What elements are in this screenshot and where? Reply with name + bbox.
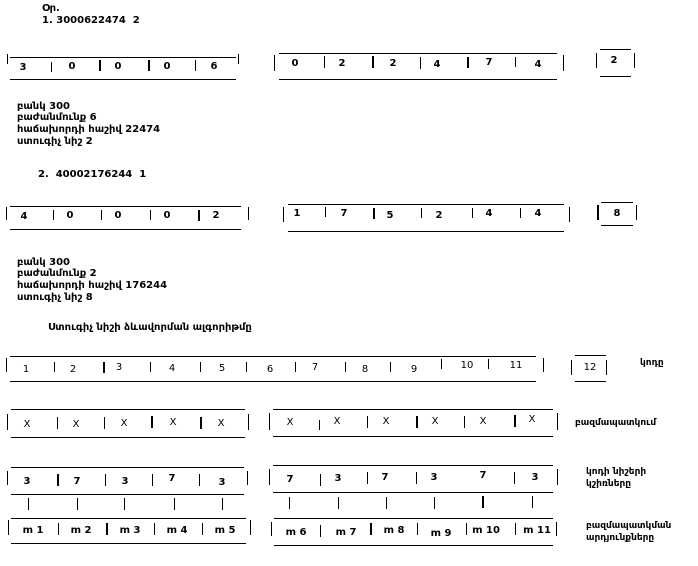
- result-cell: m 6: [285, 527, 307, 538]
- digit-cell: 0: [68, 61, 76, 72]
- example-1-note: ստուգիչ նիշ 2: [17, 136, 93, 147]
- example-2-note: ստուգիչ նիշ 8: [17, 292, 93, 303]
- digit-cell: 4: [485, 208, 493, 219]
- weight-cell: 3: [121, 476, 129, 487]
- weight-cell: 3: [218, 477, 226, 488]
- digit-cell: 7: [340, 208, 348, 219]
- digit-cell: 4: [534, 208, 542, 219]
- result-cell: m 7: [335, 527, 357, 538]
- code-position: 5: [218, 363, 226, 374]
- weight-cell: 3: [430, 472, 438, 483]
- results-label: արդյունքները: [586, 533, 655, 543]
- result-cell: m 5: [214, 525, 236, 536]
- weight-cell: 7: [73, 476, 81, 487]
- algorithm-title: Ստուգիչ նիշի ձևավորման ալգորիթմը: [48, 322, 252, 333]
- example-2-note: հաճախորդի հաշիվ 176244: [17, 280, 168, 291]
- code-position: 7: [311, 362, 319, 373]
- result-cell: m 3: [119, 525, 141, 536]
- example-1-note: բանկ 300: [17, 101, 71, 112]
- check-digit-cell: 8: [613, 208, 621, 219]
- multiply-sign: X: [120, 418, 128, 429]
- weight-cell: 3: [23, 476, 31, 487]
- digit-cell: 0: [163, 61, 171, 72]
- digit-cell: 0: [114, 61, 122, 72]
- code-position: 4: [168, 363, 176, 374]
- weight-cell: 7: [168, 473, 176, 484]
- digit-cell: 5: [386, 210, 394, 221]
- weights-label: կոդի նիշերի: [586, 467, 647, 477]
- code-position: 12: [583, 362, 597, 373]
- result-cell: m 2: [70, 525, 92, 536]
- code-position: 11: [509, 360, 523, 371]
- result-cell: m 11: [523, 525, 551, 536]
- code-position: 8: [361, 364, 369, 375]
- multiply-sign: X: [333, 416, 341, 427]
- digit-cell: 4: [534, 59, 542, 70]
- digit-cell: 4: [433, 59, 441, 70]
- code-position: 2: [69, 364, 77, 375]
- multiply-sign: X: [528, 414, 536, 425]
- digit-cell: 0: [66, 210, 74, 221]
- code-position: 3: [115, 362, 123, 373]
- results-label: բազմապատկման: [586, 521, 672, 531]
- weight-cell: 7: [381, 472, 389, 483]
- digit-cell: 4: [20, 211, 28, 222]
- result-cell: m 9: [430, 528, 452, 539]
- result-cell: m 4: [166, 525, 188, 536]
- example-2-note: բաժանմունք 2: [17, 268, 97, 279]
- digit-cell: 2: [389, 58, 397, 69]
- example-heading: Օր.: [42, 3, 60, 14]
- code-position: 10: [460, 360, 474, 371]
- digit-cell: 2: [435, 210, 443, 221]
- multiply-sign: X: [479, 416, 487, 427]
- example-2-title: 2. 40002176244 1: [38, 169, 147, 180]
- digit-cell: 2: [212, 210, 220, 221]
- result-cell: m 10: [472, 525, 500, 536]
- digit-cell: 6: [210, 61, 218, 72]
- digit-cell: 2: [338, 58, 346, 69]
- multiply-sign: X: [286, 417, 294, 428]
- check-digit-cell: 2: [610, 55, 618, 66]
- digit-cell: 0: [114, 210, 122, 221]
- digit-cell: 0: [163, 210, 171, 221]
- example-1-title: 1. 3000622474 2: [42, 15, 140, 26]
- example-1-note: հաճախորդի հաշիվ 22474: [17, 124, 161, 135]
- weight-cell: 3: [334, 473, 342, 484]
- weight-cell: 3: [531, 472, 539, 483]
- multiply-sign: X: [23, 419, 31, 430]
- multiply-sign: X: [431, 416, 439, 427]
- digit-cell: 7: [485, 57, 493, 68]
- multiply-label: բազմապատկում: [575, 418, 657, 428]
- code-position: 6: [266, 364, 274, 375]
- weight-cell: 7: [286, 474, 294, 485]
- digit-cell: 3: [19, 62, 27, 73]
- digit-cell: 0: [291, 58, 299, 69]
- weights-label: կշիռները: [586, 479, 632, 489]
- multiply-sign: X: [169, 417, 177, 428]
- code-position: 9: [410, 364, 418, 375]
- example-1-note: բաժանմունք 6: [17, 112, 97, 123]
- multiply-sign: X: [382, 416, 390, 427]
- code-position: 1: [22, 364, 30, 375]
- code-label: կոդը: [640, 358, 664, 368]
- example-2-note: բանկ 300: [17, 257, 71, 268]
- result-cell: m 8: [383, 525, 405, 536]
- result-cell: m 1: [22, 525, 44, 536]
- multiply-sign: X: [72, 419, 80, 430]
- digit-cell: 1: [293, 208, 301, 219]
- weight-cell: 7: [479, 470, 487, 481]
- multiply-sign: X: [217, 418, 225, 429]
